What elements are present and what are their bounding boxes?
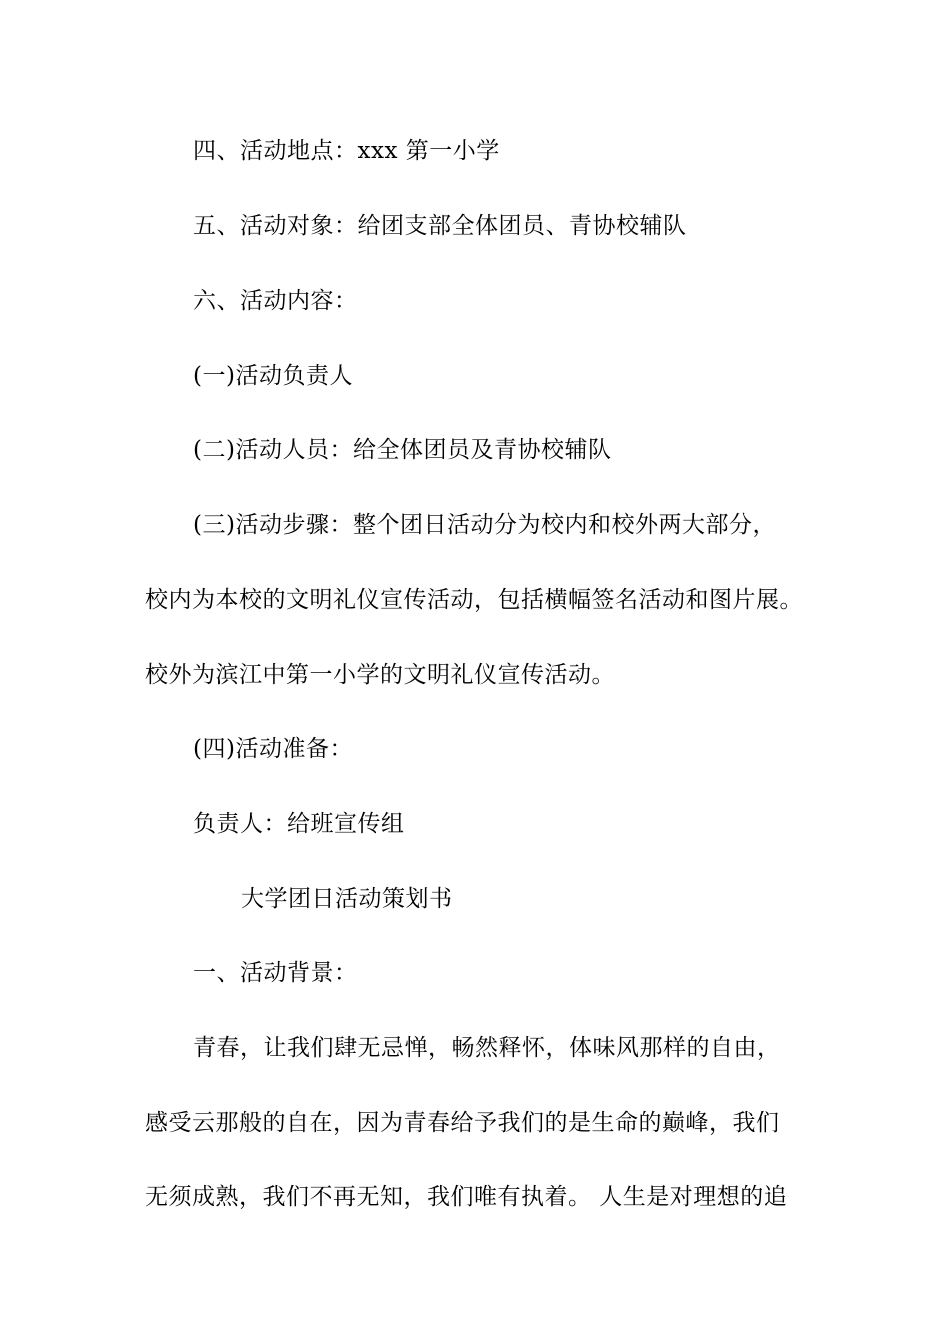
text-line: 六、活动内容： — [193, 288, 358, 314]
text-line: (一)活动负责人 — [193, 363, 353, 389]
text-line: 负责人：给班宣传组 — [193, 811, 405, 837]
text-line: (三)活动步骤：整个团日活动分为校内和校外两大部分， — [193, 512, 776, 538]
text-line: 青春，让我们肆无忌惮，畅然释怀，体味风那样的自由， — [193, 1035, 781, 1061]
text-line: 校内为本校的文明礼仪宣传活动，包括横幅签名活动和图片展。 — [145, 587, 803, 613]
text-line: (四)活动准备： — [193, 736, 353, 762]
text-line: (二)活动人员：给全体团员及青协校辅队 — [193, 437, 612, 463]
text-line: 无须成熟，我们不再无知，我们唯有执着。 人生是对理想的追 — [145, 1184, 788, 1210]
section-title: 大学团日活动策划书 — [241, 886, 453, 912]
text-line: 五、活动对象：给团支部全体团员、青协校辅队 — [193, 213, 687, 239]
text-line: 校外为滨江中第一小学的文明礼仪宣传活动。 — [145, 662, 615, 688]
text-line: 感受云那般的自在，因为青春给予我们的是生命的巅峰，我们 — [145, 1110, 780, 1136]
text-line: 一、活动背景： — [193, 960, 358, 986]
text-line: 四、活动地点：xxx 第一小学 — [193, 138, 500, 164]
